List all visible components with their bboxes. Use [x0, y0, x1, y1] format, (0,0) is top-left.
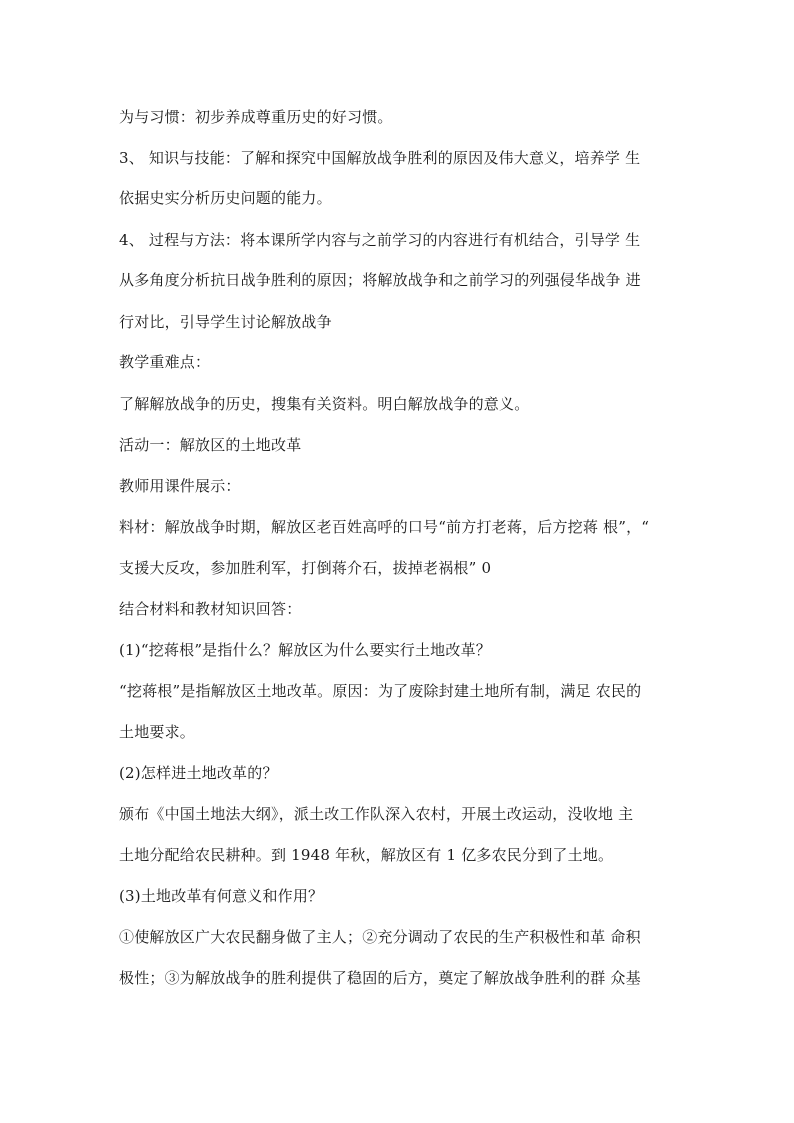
- text-line-20: (3)土地改革有何意义和作用？: [119, 887, 324, 905]
- text-line-5: 从多角度分析抗日战争胜利的原因；将解放战争和之前学习的列强侵华战争 进: [119, 271, 641, 289]
- text-line-17: (2)怎样进土地改革的？: [119, 764, 278, 782]
- text-line-19: 土地分配给农民耕种。到 1948 年秋，解放区有 1 亿多农民分到了土地。: [119, 846, 614, 864]
- text-line-4: 4、 过程与方法：将本课所学内容与之前学习的内容进行有机结合，引导学 生: [119, 231, 641, 249]
- text-line-3: 依据史实分析历史问题的能力。: [119, 189, 332, 207]
- text-line-6: 行对比，引导学生讨论解放战争: [119, 313, 332, 331]
- text-line-16: 土地要求。: [119, 723, 196, 741]
- text-line-15: “挖蒋根”是指解放区土地改革。原因：为了废除封建土地所有制，满足 农民的: [119, 682, 642, 700]
- text-line-12: 支援大反攻，参加胜利军，打倒蒋介石，拔掉老祸根” 0: [119, 559, 492, 577]
- text-line-7: 教学重难点：: [119, 353, 211, 371]
- text-line-8: 了解解放战争的历史，搜集有关资料。明白解放战争的意义。: [119, 395, 530, 413]
- text-line-1: 为与习惯：初步养成尊重历史的好习惯。: [119, 108, 393, 126]
- text-line-21: ①使解放区广大农民翻身做了主人；②充分调动了农民的生产积极性和革 命积: [119, 928, 641, 946]
- text-line-22: 极性；③为解放战争的胜利提供了稳固的后方，奠定了解放战争胜利的群 众基: [119, 969, 641, 987]
- text-line-11: 料材：解放战争时期，解放区老百姓高呼的口号“前方打老蒋，后方挖蒋 根”，“: [119, 518, 650, 536]
- text-line-9: 活动一：解放区的土地改革: [119, 436, 302, 454]
- text-line-14: (1)“挖蒋根”是指什么？解放区为什么要实行土地改革？: [119, 641, 491, 659]
- text-line-2: 3、 知识与技能：了解和探究中国解放战争胜利的原因及伟大意义，培养学 生: [119, 149, 641, 167]
- text-line-18: 颁布《中国土地法大纲》，派土改工作队深入农村，开展土改运动，没收地 主: [119, 805, 634, 823]
- text-line-10: 教师用课件展示：: [119, 477, 241, 495]
- text-line-13: 结合材料和教材知识回答：: [119, 600, 302, 618]
